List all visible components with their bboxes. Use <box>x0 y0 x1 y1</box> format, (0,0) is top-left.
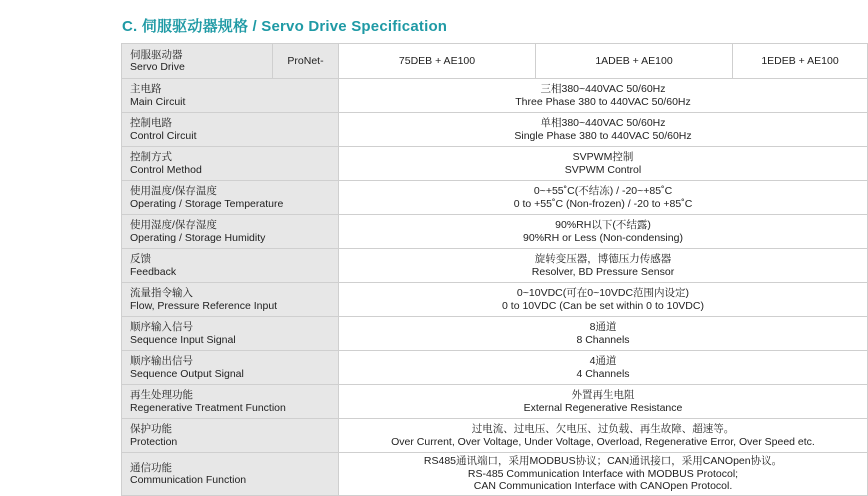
row-label-cn: 保护功能 <box>130 423 172 435</box>
row-value-line: 旋转变压器，博德压力传感器 <box>534 253 672 265</box>
row-label <box>122 351 339 385</box>
row-label <box>122 283 339 317</box>
row-label-cn: 流量指令输入 <box>130 287 193 299</box>
model-col-1: 75DEB + AE100 <box>339 44 536 79</box>
table-row <box>122 283 868 317</box>
header-label-en: Servo Drive <box>130 61 185 73</box>
table-row <box>122 351 868 385</box>
row-value-line: CAN Communication Interface with CANOpen Protocol. <box>473 480 733 493</box>
row-label-en: Communication Function <box>130 474 247 486</box>
row-label-cn: 反馈 <box>130 253 151 265</box>
row-value <box>339 215 868 249</box>
row-value-line: 三相380~440VAC 50/60Hz <box>540 83 666 95</box>
row-value-line: Single Phase 380 to 440VAC 50/60Hz <box>514 129 692 142</box>
model-prefix: ProNet- <box>273 44 339 79</box>
row-label <box>122 113 339 147</box>
row-value-line: Resolver, BD Pressure Sensor <box>531 265 675 278</box>
row-value-line: 8 Channels <box>576 333 630 346</box>
row-value <box>339 453 868 496</box>
header-label-cell <box>122 44 273 79</box>
row-label-en: Sequence Output Signal <box>130 367 244 380</box>
row-value-line: 4 Channels <box>576 367 630 380</box>
row-label-cn: 主电路 <box>130 83 162 95</box>
row-label <box>122 317 339 351</box>
row-value <box>339 351 868 385</box>
table-row <box>122 453 868 496</box>
row-value-line: 8通道 <box>589 321 617 333</box>
table-row <box>122 113 868 147</box>
row-value <box>339 113 868 147</box>
row-value-line: 4通道 <box>589 355 617 367</box>
header-row <box>122 44 868 79</box>
row-value-line: 外置再生电阻 <box>571 389 635 401</box>
row-label-en: Flow, Pressure Reference Input <box>130 299 278 312</box>
table-row <box>122 317 868 351</box>
row-value <box>339 419 868 453</box>
row-label-en: Feedback <box>130 265 177 278</box>
row-label-en: Operating / Storage Temperature <box>130 197 284 210</box>
row-value-line: 0~10VDC(可在0~10VDC范围内设定) <box>516 287 690 299</box>
row-label <box>122 181 339 215</box>
row-label-en: Main Circuit <box>130 95 186 108</box>
row-value <box>339 181 868 215</box>
row-label-cn: 控制电路 <box>130 117 172 129</box>
row-label <box>122 249 339 283</box>
row-label <box>122 385 339 419</box>
row-value-line: 0 to +55˚C (Non-frozen) / -20 to +85˚C <box>513 197 693 210</box>
row-label-en: Operating / Storage Humidity <box>130 231 266 244</box>
row-value-line: SVPWM Control <box>564 163 642 176</box>
row-value <box>339 79 868 113</box>
row-label-cn: 通信功能 <box>130 461 172 474</box>
row-value <box>339 249 868 283</box>
table-row <box>122 385 868 419</box>
table-row <box>122 147 868 181</box>
table-row <box>122 181 868 215</box>
row-value-line: Three Phase 380 to 440VAC 50/60Hz <box>515 95 691 108</box>
section-title: C. 伺服驱动器规格 / Servo Drive Specification <box>122 18 448 35</box>
row-label <box>122 147 339 181</box>
row-label-en: Sequence Input Signal <box>130 333 236 346</box>
row-label <box>122 419 339 453</box>
row-label-cn: 控制方式 <box>130 151 172 163</box>
row-value-line: 90%RH or Less (Non-condensing) <box>523 231 683 244</box>
row-value <box>339 283 868 317</box>
row-value <box>339 317 868 351</box>
table-row <box>122 215 868 249</box>
row-label-cn: 再生处理功能 <box>130 389 193 401</box>
table-row <box>122 79 868 113</box>
row-label-en: Control Method <box>130 163 202 176</box>
row-value-line: 0 to 10VDC (Can be set within 0 to 10VDC) <box>502 299 704 312</box>
row-label-en: Protection <box>130 435 178 448</box>
row-label <box>122 79 339 113</box>
row-value <box>339 147 868 181</box>
row-value-line: 单相380~440VAC 50/60Hz <box>540 117 666 129</box>
row-value-line: External Regenerative Resistance <box>523 401 683 414</box>
row-value-line: 过电流、过电压、欠电压、过负载、再生故障、超速等。 <box>471 423 735 435</box>
row-label-en: Regenerative Treatment Function <box>130 401 286 414</box>
header-label-cn: 伺服驱动器 <box>130 48 183 61</box>
table-row <box>122 419 868 453</box>
model-col-2: 1ADEB + AE100 <box>536 44 733 79</box>
row-value-line: RS485通讯端口，采用MODBUS协议；CAN通讯接口，采用CANOpen协议。 <box>423 455 783 468</box>
row-value-line: 90%RH以下(不结露) <box>555 219 651 231</box>
row-label-cn: 使用温度/保存温度 <box>130 185 217 197</box>
row-label-cn: 使用湿度/保存湿度 <box>130 219 217 231</box>
row-value-line: 0~+55˚C(不结冻) / -20~+85˚C <box>533 185 673 197</box>
table-row <box>122 249 868 283</box>
row-label-cn: 顺序输入信号 <box>130 321 193 333</box>
model-col-3: 1EDEB + AE100 <box>733 44 868 79</box>
spec-table <box>121 43 868 496</box>
row-value-line: SVPWM控制 <box>572 151 634 163</box>
row-label <box>122 453 339 496</box>
row-value-line: Over Current, Over Voltage, Under Voltage, Overload, Regenerative Error, Over Speed etc. <box>391 435 815 448</box>
row-label-en: Control Circuit <box>130 129 197 142</box>
row-value-line: RS-485 Communication Interface with MODBUS Protocol; <box>467 467 739 480</box>
row-value <box>339 385 868 419</box>
row-label-cn: 顺序输出信号 <box>130 355 193 367</box>
row-label <box>122 215 339 249</box>
